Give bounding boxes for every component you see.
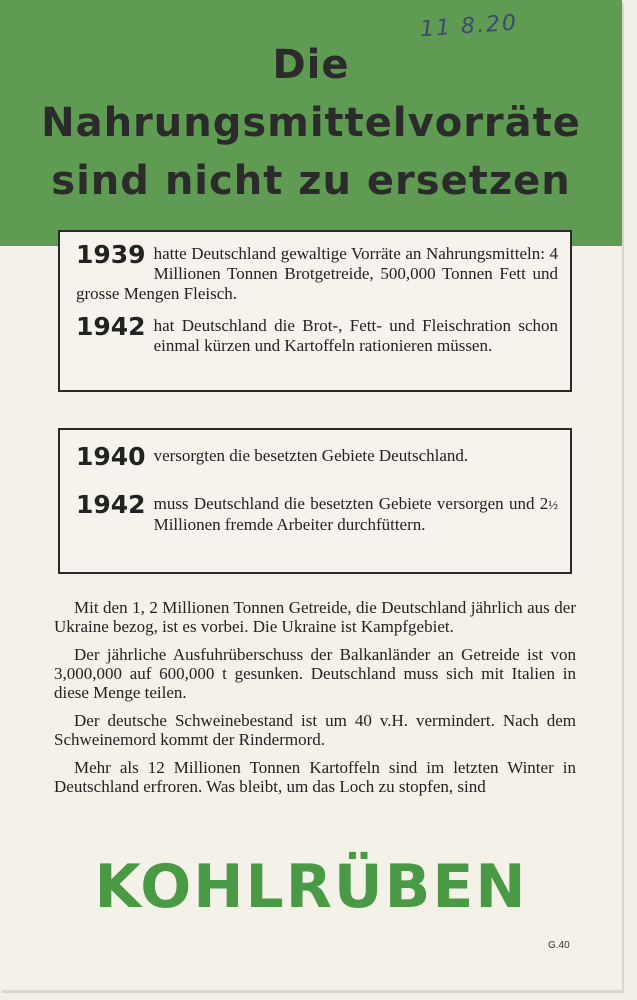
body-text xyxy=(54,598,576,805)
fraction: ½ xyxy=(548,497,558,512)
entry-text: hatte Deutschland gewaltige Vorräte an Nahrungsmitteln: 4 Millionen Tonnen Brotgetreide, 500,000 Tonnen Fett und grosse Mengen Fleisch. xyxy=(76,244,558,303)
title-line-3: sind nicht zu ersetzen xyxy=(51,158,571,204)
leaflet-title xyxy=(0,36,622,210)
paragraph-potatoes: Mehr als 12 Millionen Tonnen Kartoffeln sind im letzten Winter in Deutschland erfroren. Was bleibt, um das Loch zu stopfen, sind xyxy=(54,758,576,796)
paragraph-balkan: Der jährliche Ausfuhrüberschuss der Balkanländer an Getreide ist von 3,000,000 auf 600,000 t gesunken. Deutschland muss sich mit Italien in diese Menge teilen. xyxy=(54,645,576,702)
year-label: 1942 xyxy=(76,312,146,341)
paragraph-livestock: Der deutsche Schweinebestand ist um 40 v.H. vermindert. Nach dem Schweinemord kommt der Rindermord. xyxy=(54,711,576,749)
comparison-box-1 xyxy=(58,230,572,392)
footer-headline: KOHLRÜBEN xyxy=(94,852,528,922)
entry-1942-a xyxy=(76,312,558,356)
entry-1942-b xyxy=(76,490,558,535)
entry-1940 xyxy=(76,442,558,471)
year-label: 1942 xyxy=(76,490,146,519)
title-line-1: Die xyxy=(272,42,350,88)
entry-1939 xyxy=(76,240,558,304)
entry-text-before: muss Deutschland die besetzten Gebiete versorgen und 2 xyxy=(153,494,549,513)
paragraph-ukraine: Mit den 1, 2 Millionen Tonnen Getreide, die Deutschland jährlich aus der Ukraine bezog, ist es vorbei. Die Ukraine ist Kampfgebiet. xyxy=(54,598,576,636)
entry-text: versorgten die besetzten Gebiete Deutschland. xyxy=(153,446,469,465)
leaflet-code: G.40 xyxy=(548,940,570,951)
comparison-box-2 xyxy=(58,428,572,574)
year-label: 1939 xyxy=(76,240,146,269)
entry-text-after: Millionen fremde Arbeiter durchfüttern. xyxy=(153,515,426,534)
entry-text: hat Deutschland die Brot-, Fett- und Fleischration schon einmal kürzen und Kartoffeln rationieren müssen. xyxy=(153,316,558,355)
handwritten-note: 11 8.20 xyxy=(419,10,519,43)
title-line-2: Nahrungsmittelvorräte xyxy=(41,100,581,146)
year-label: 1940 xyxy=(76,442,146,471)
